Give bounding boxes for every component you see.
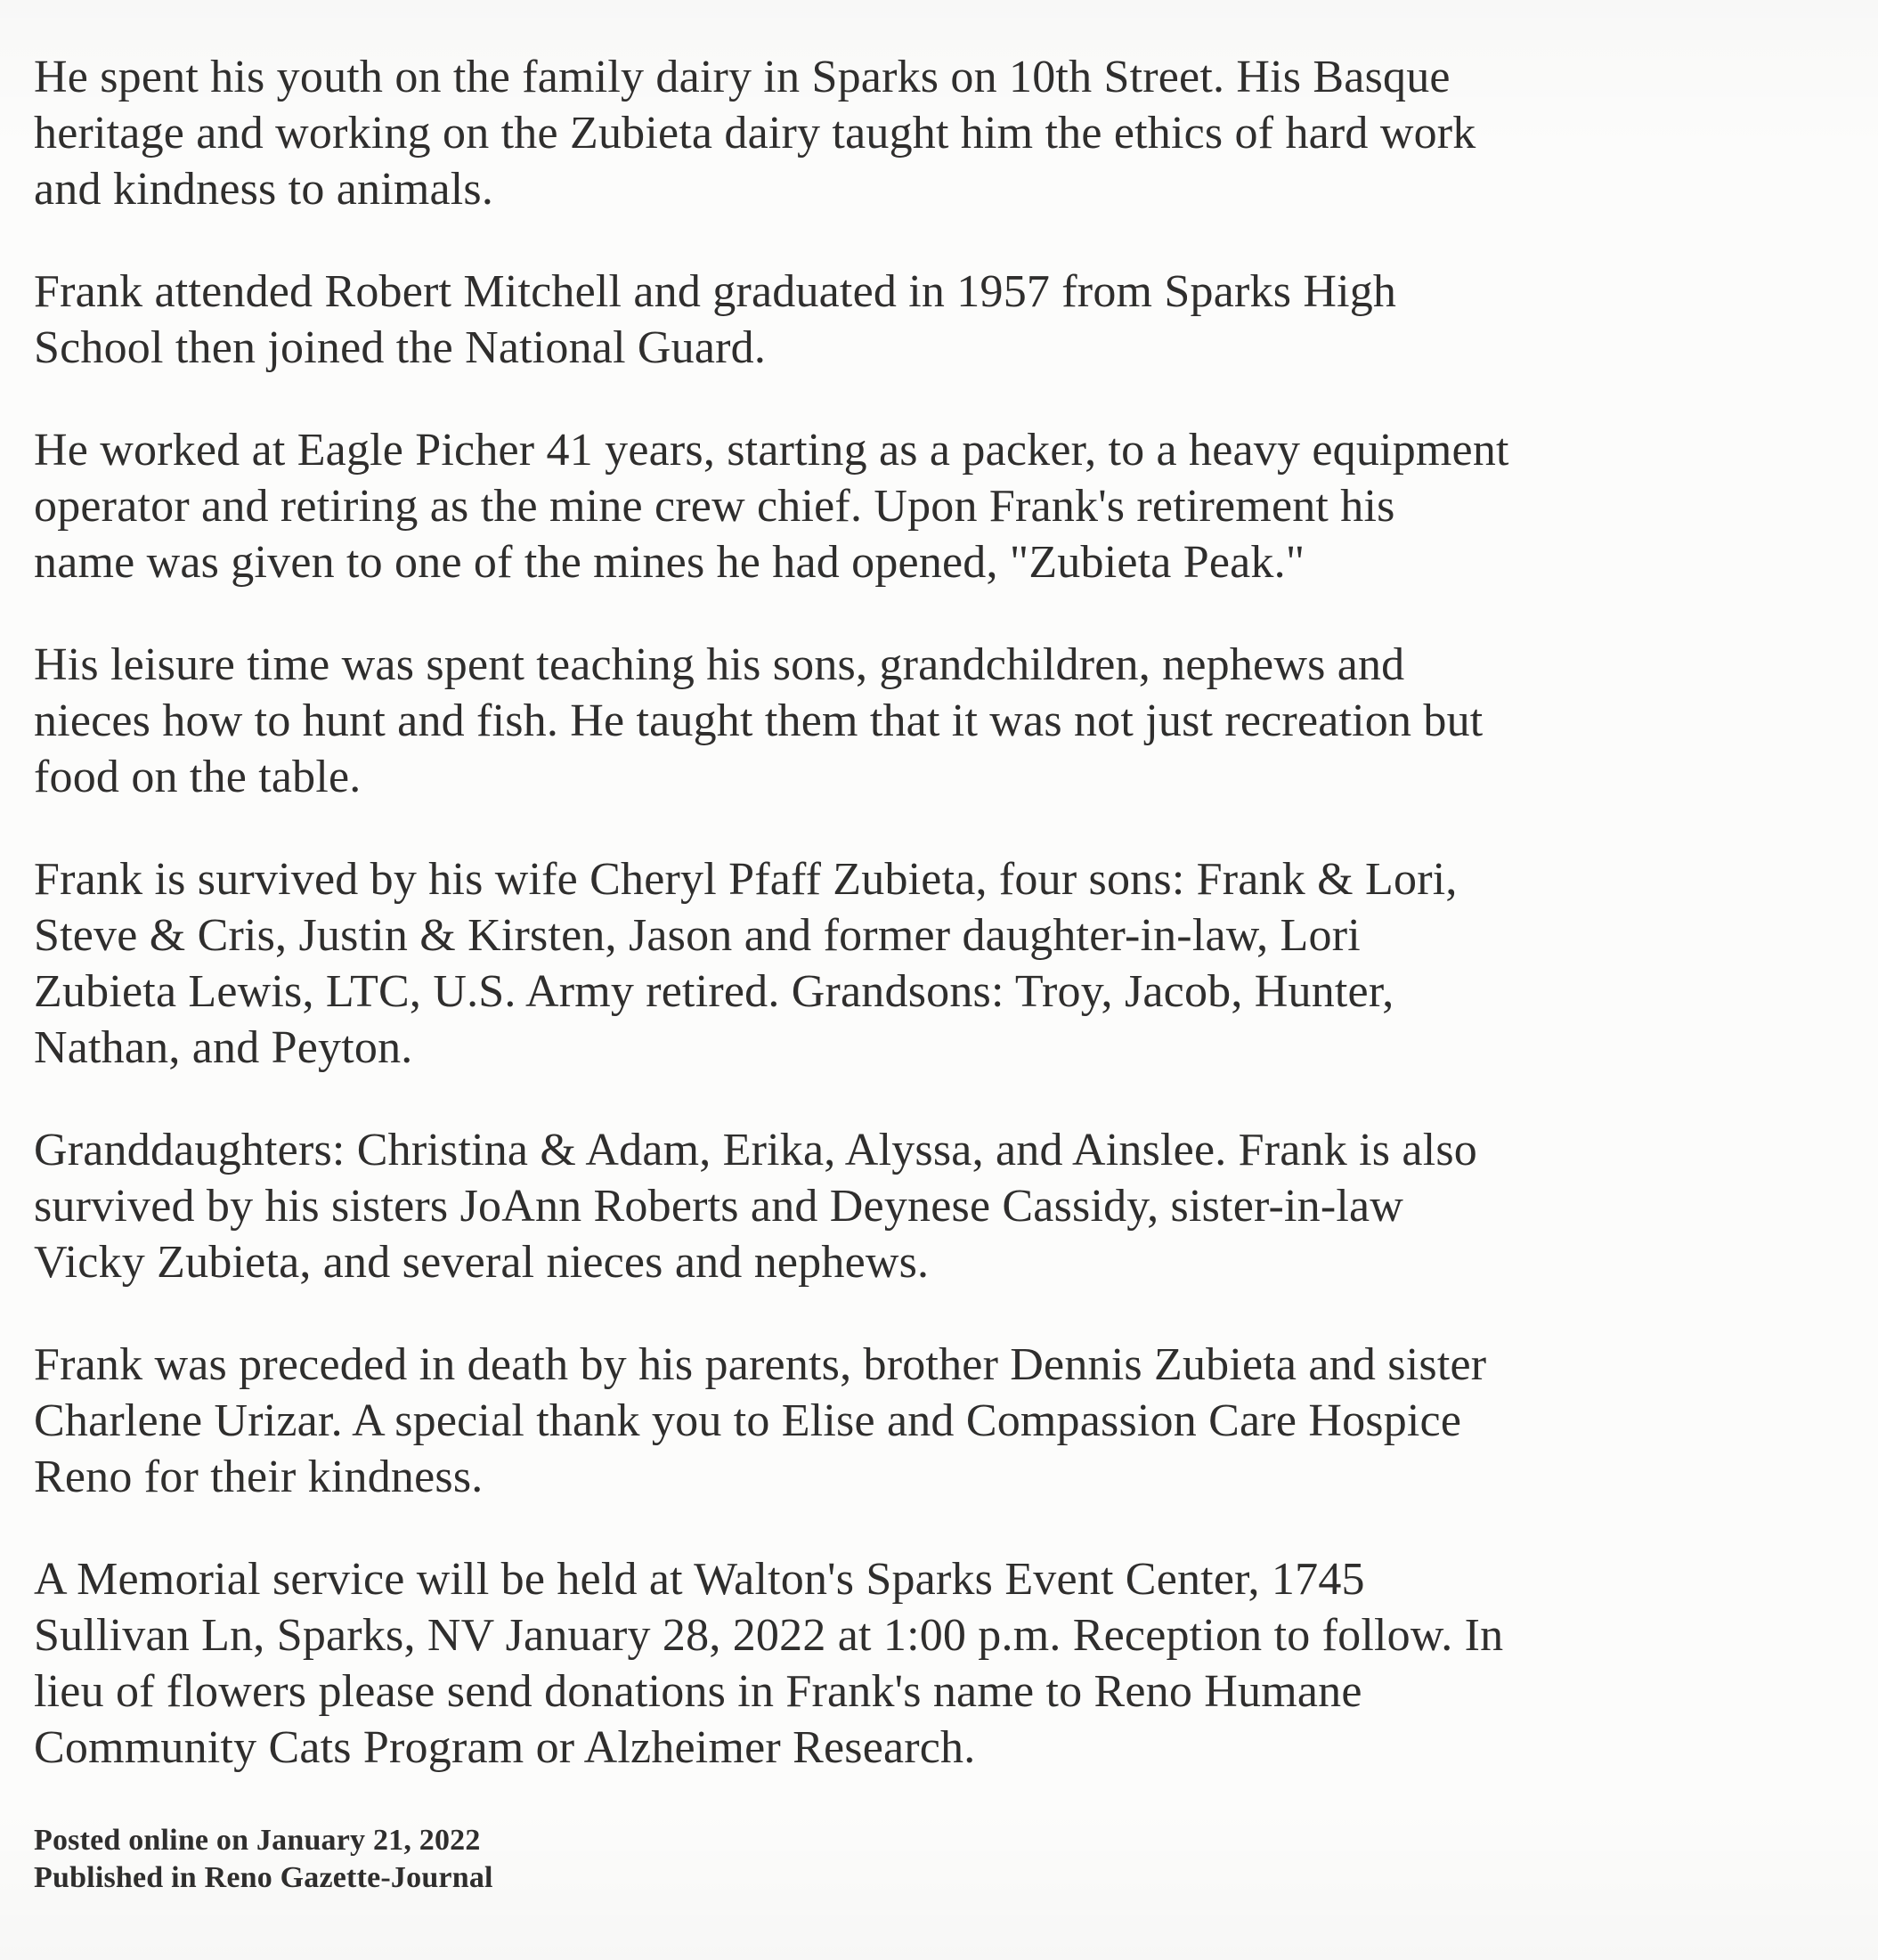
paragraph-memorial-service	[34, 1551, 1842, 1776]
paragraph-career	[34, 422, 1842, 590]
text-line: name was given to one of the mines he had opened, "Zubieta Peak."	[34, 537, 1305, 588]
text-line: and kindness to animals.	[34, 164, 494, 215]
text-line: Vicky Zubieta, and several nieces and nephews.	[34, 1237, 930, 1288]
paragraph-education	[34, 264, 1842, 376]
publication-footer	[34, 1822, 1842, 1897]
text-line: heritage and working on the Zubieta dairy taught him the ethics of hard work	[34, 108, 1476, 159]
text-line: Nathan, and Peyton.	[34, 1022, 413, 1073]
text-line: Frank was preceded in death by his parents, brother Dennis Zubieta and sister	[34, 1339, 1487, 1390]
text-line: His leisure time was spent teaching his sons, grandchildren, nephews and	[34, 639, 1405, 690]
paragraph-survived-by	[34, 851, 1842, 1076]
text-line: A Memorial service will be held at Walton's Sparks Event Center, 1745	[34, 1554, 1365, 1605]
posted-date-line: Posted online on January 21, 2022	[34, 1824, 481, 1857]
text-line: operator and retiring as the mine crew chief. Upon Frank's retirement his	[34, 481, 1395, 532]
text-line: He spent his youth on the family dairy in Sparks on 10th Street. His Basque	[34, 52, 1451, 102]
text-line: He worked at Eagle Picher 41 years, starting as a packer, to a heavy equipment	[34, 425, 1509, 476]
text-line: Frank is survived by his wife Cheryl Pfaff Zubieta, four sons: Frank & Lori,	[34, 854, 1458, 905]
text-line: lieu of flowers please send donations in Frank's name to Reno Humane	[34, 1666, 1362, 1717]
paragraph-preceded-in-death	[34, 1337, 1842, 1505]
published-in-line: Published in Reno Gazette-Journal	[34, 1861, 493, 1894]
text-line: survived by his sisters JoAnn Roberts and Deynese Cassidy, sister-in-law	[34, 1181, 1404, 1232]
text-line: Zubieta Lewis, LTC, U.S. Army retired. Grandsons: Troy, Jacob, Hunter,	[34, 966, 1394, 1017]
text-line: Frank attended Robert Mitchell and graduated in 1957 from Sparks High	[34, 266, 1397, 317]
text-line: Community Cats Program or Alzheimer Research.	[34, 1722, 976, 1773]
paragraph-granddaughters	[34, 1122, 1842, 1290]
text-line: Reno for their kindness.	[34, 1452, 484, 1502]
text-line: School then joined the National Guard.	[34, 322, 767, 373]
text-line: food on the table.	[34, 752, 362, 802]
text-line: Steve & Cris, Justin & Kirsten, Jason and former daughter-in-law, Lori	[34, 910, 1361, 961]
text-line: Sullivan Ln, Sparks, NV January 28, 2022 at 1:00 p.m. Reception to follow. In	[34, 1610, 1504, 1661]
paragraph-leisure	[34, 637, 1842, 805]
text-line: nieces how to hunt and fish. He taught them that it was not just recreation but	[34, 695, 1484, 746]
text-line: Granddaughters: Christina & Adam, Erika, Alyssa, and Ainslee. Frank is also	[34, 1125, 1477, 1175]
text-line: Charlene Urizar. A special thank you to Elise and Compassion Care Hospice	[34, 1395, 1462, 1446]
paragraph-youth	[34, 49, 1842, 217]
